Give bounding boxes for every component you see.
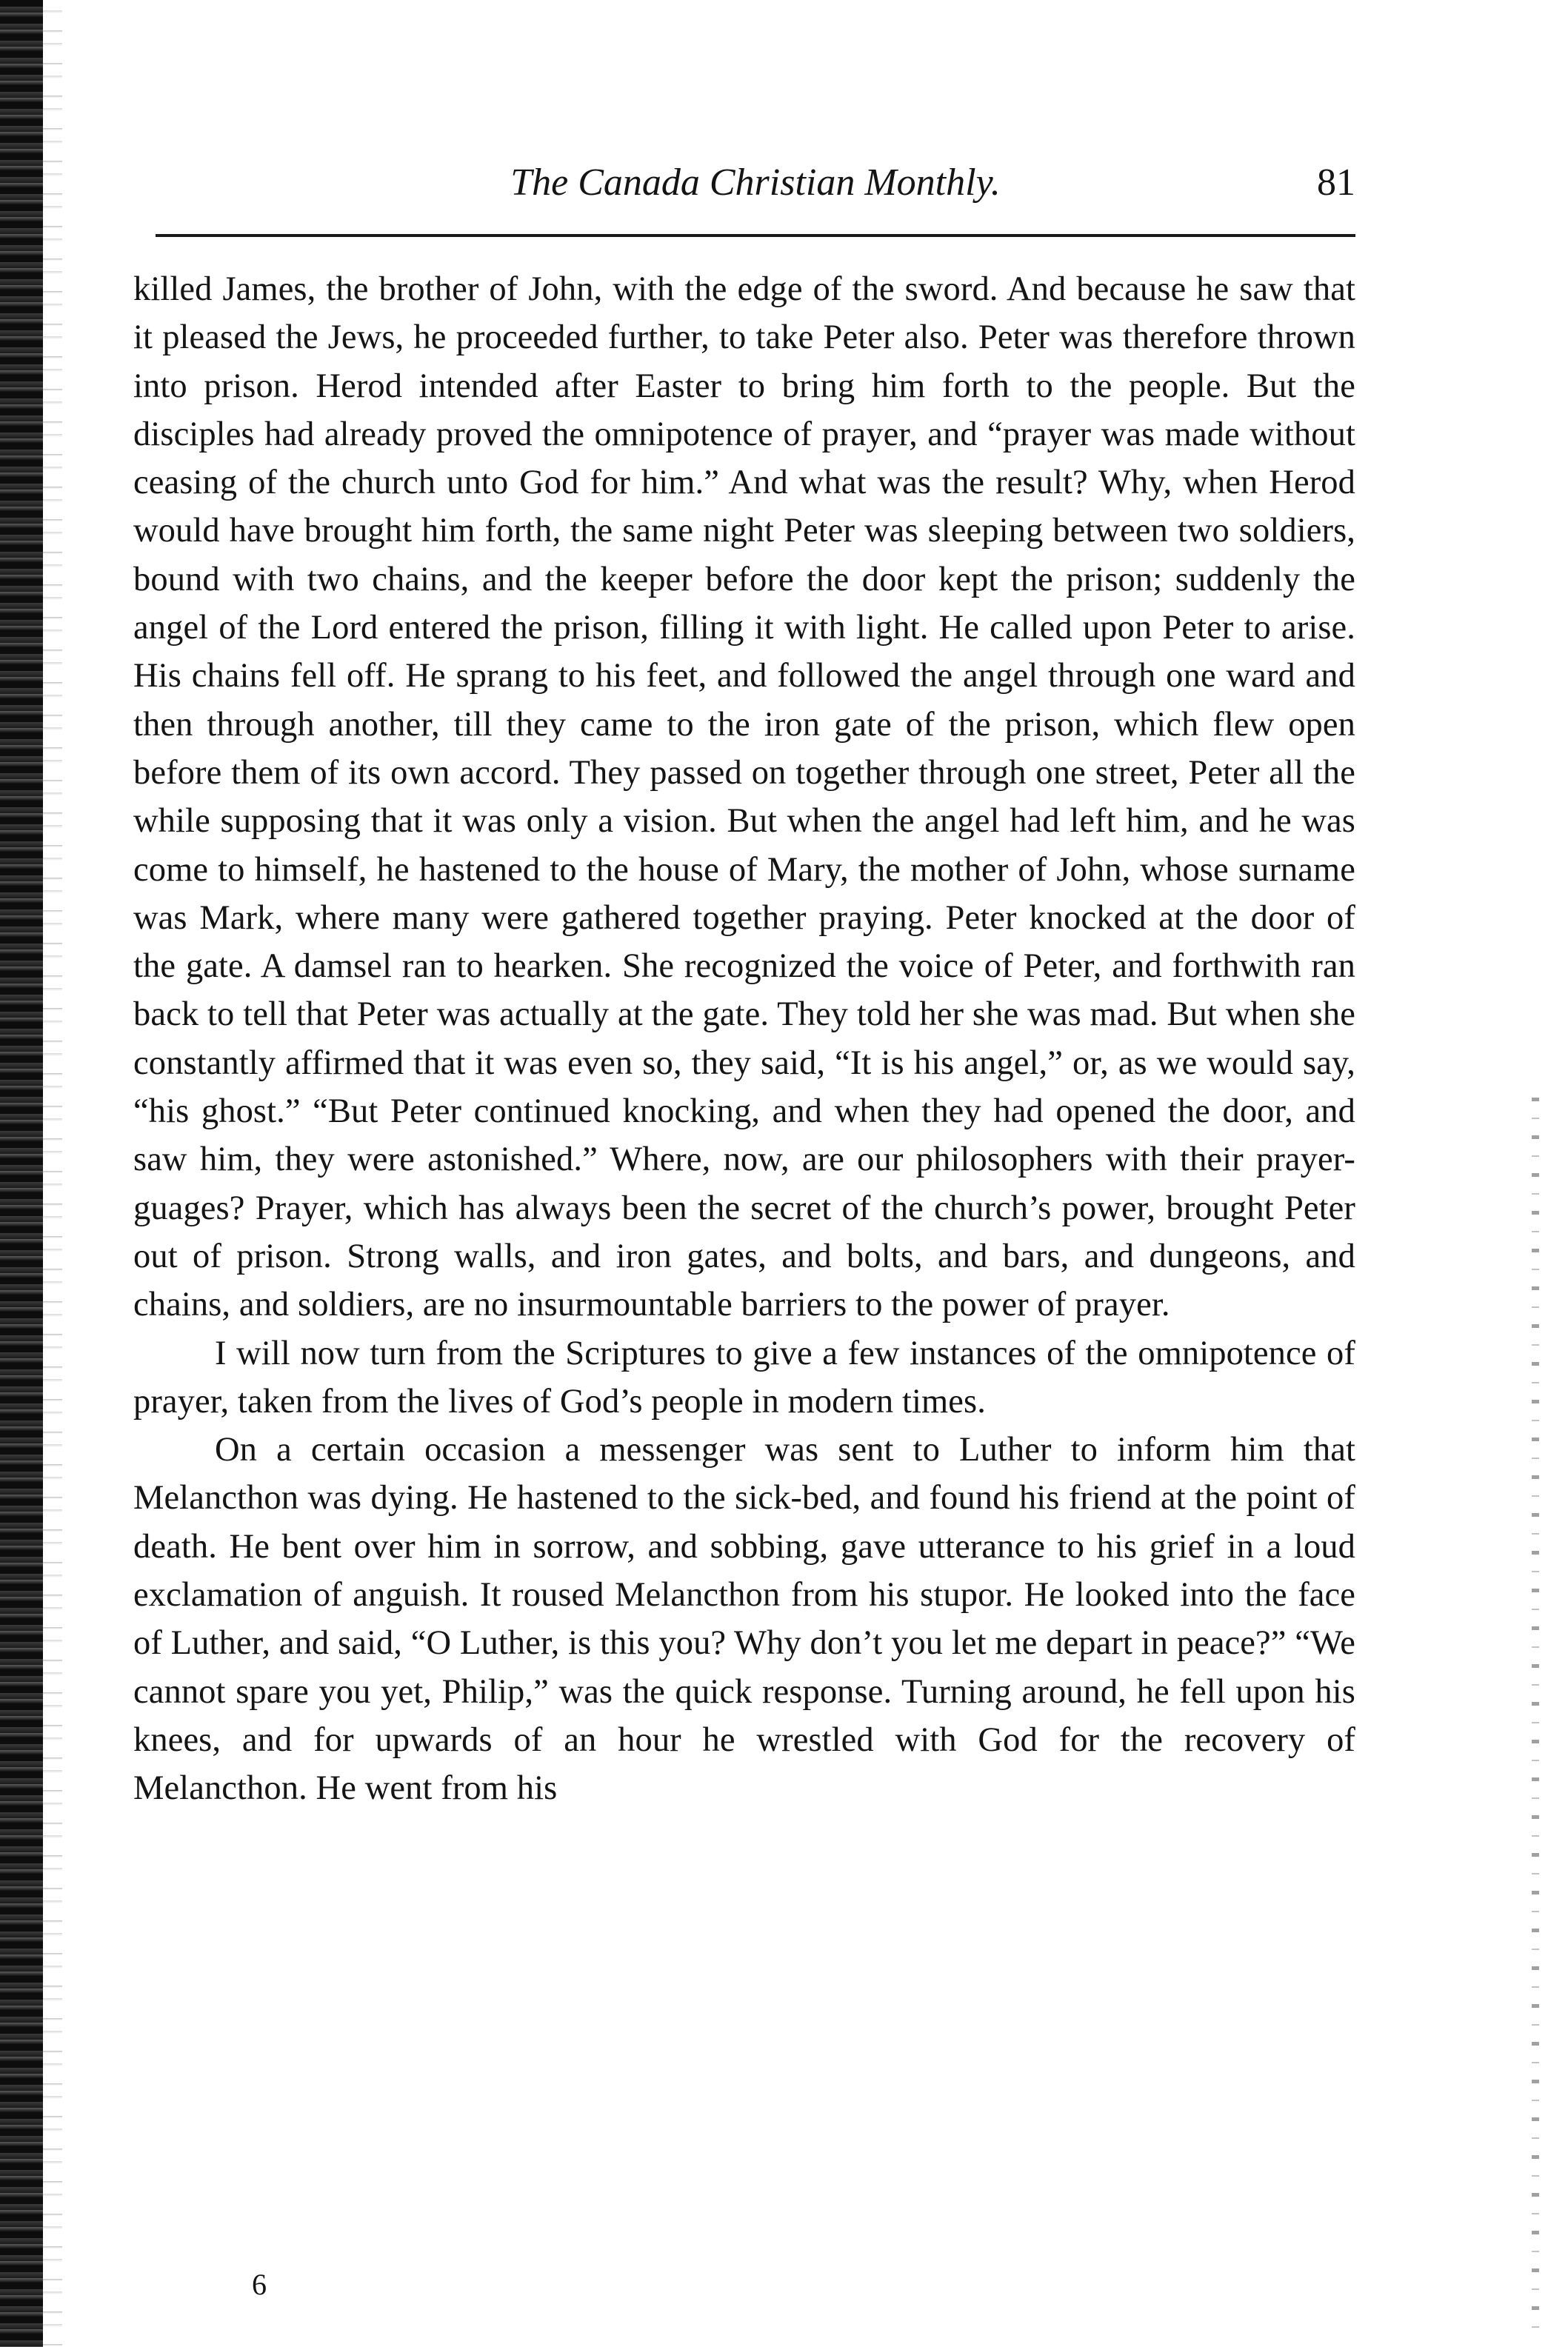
header-rule (156, 234, 1355, 237)
page-header (156, 157, 1355, 209)
paragraph: I will now turn from the Scriptures to give a few instances of the omnipotence of prayer, taken from the lives of God’s people in modern times. (133, 1334, 1355, 1420)
page-number: 81 (1317, 161, 1355, 204)
binding-shadow (43, 0, 62, 2347)
running-title: The Canada Christian Monthly. (510, 161, 1001, 204)
book-binding-edge (0, 0, 43, 2347)
paragraph: On a certain occasion a messenger was sent to Luther to inform him that Melancthon was dying. He hastened to the sick-bed, and found his friend at the point of death. He bent over him in sorrow, and sobbing, gave utterance to his grief in a loud exclamation of anguish. It roused Melancthon from his stupor. He looked into the face of Luther, and said, “O Luther, is this you? Why don’t you let me depart in peace?” “We cannot spare you yet, Philip,” was the quick response. Turning around, he fell upon his knees, and for upwards of an hour he wrestled with God for the recovery of Melancthon. He went from his (133, 1431, 1355, 1808)
page-edge-right (1532, 1081, 1539, 2340)
body-text (133, 265, 1355, 1813)
signature-mark: 6 (252, 2268, 267, 2301)
paragraph: killed James, the brother of John, with the edge of the sword. And because he saw that it pleased the Jews, he proceeded further, to take Peter also. Peter was therefore thrown into prison. Herod intended after Easter to bring him forth to the people. But the disciples had already proved the omnipotence of prayer, and “prayer was made without ceasing of the church unto God for him.” And what was the result? Why, when Herod would have brought him forth, the same night Peter was sleeping between two soldiers, bound with two chains, and the keeper before the door kept the prison; suddenly the angel of the Lord entered the prison, filling it with light. He called upon Peter to arise. His chains fell off. He sprang to his feet, and followed the angel through one ward and then through another, till they came to the iron gate of the prison, which flew open before them of its own accord. They passed on together through one street, Peter all the while supposing that it was only a vision. But when the angel had left him, and he was come to himself, he hastened to the house of Mary, the mother of John, whose surname was Mark, where many were gathered together praying. Peter knocked at the door of the gate. A damsel ran to hearken. She recognized the voice of Peter, and forthwith ran back to tell that Peter was actually at the gate. They told her she was mad. But when she constantly affirmed that it was even so, they said, “It is his angel,” or, as we would say, “his ghost.” “But Peter continued knocking, and when they had opened the door, and saw him, they were astonished.” Where, now, are our philosophers with their prayer-guages? Prayer, which has always been the secret of the church’s power, brought Peter out of prison. Strong walls, and iron gates, and bolts, and bars, and dungeons, and chains, and soldiers, are no insurmountable barriers to the power of prayer. (133, 270, 1355, 1324)
